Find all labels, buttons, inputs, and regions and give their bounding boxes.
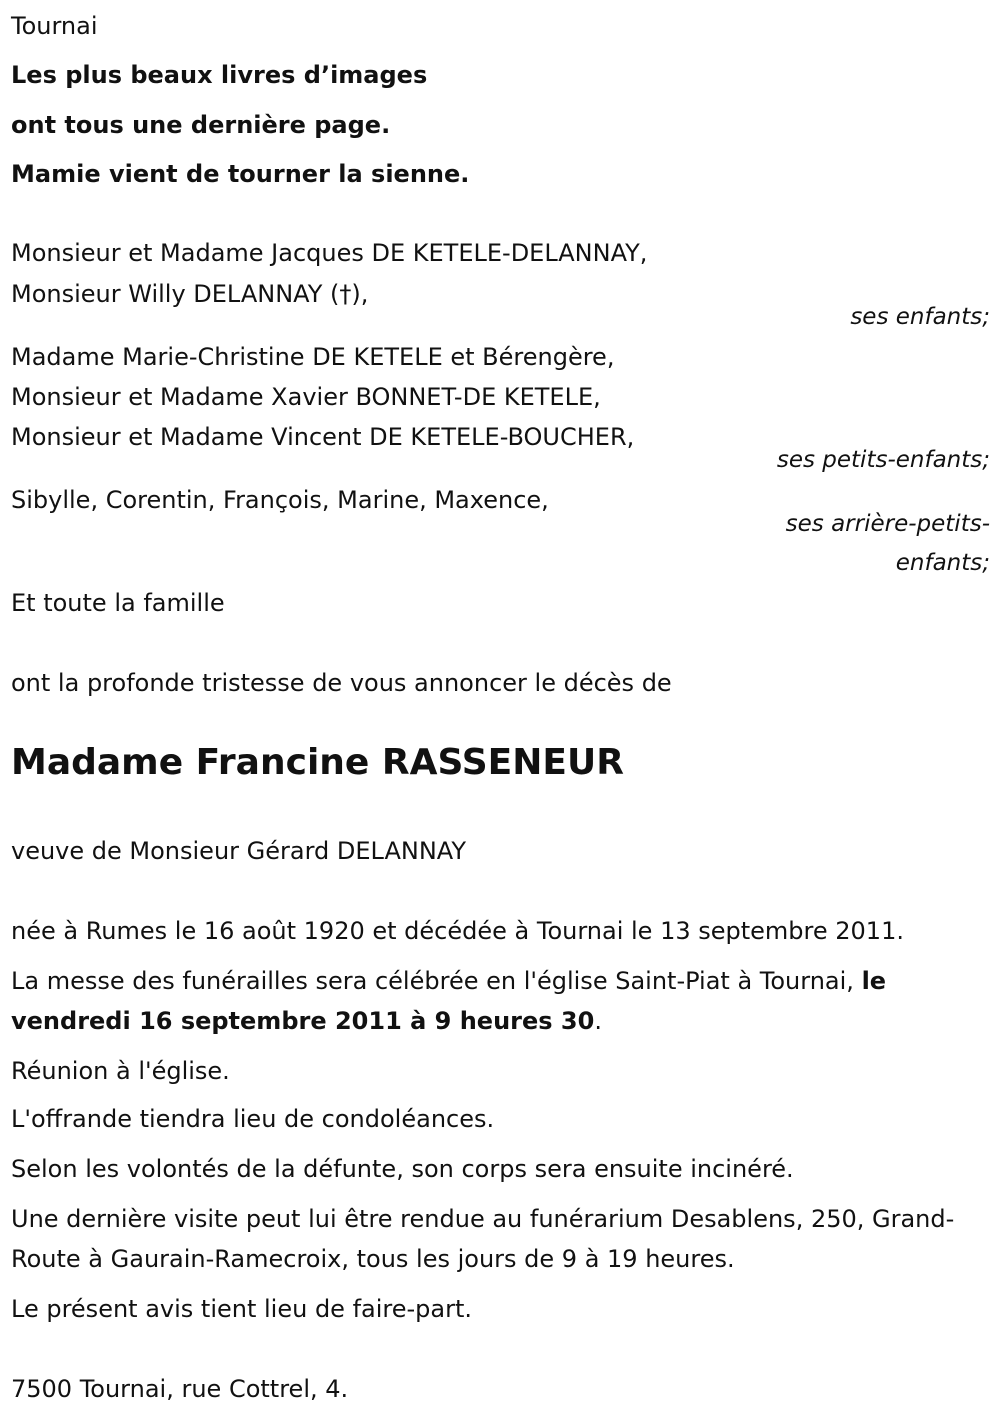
address-line: 7500 Tournai, rue Cottrel, 4. [11,1375,349,1403]
child-line-1: Monsieur et Madame Jacques DE KETELE-DELANNAY, [11,239,648,267]
grandchildren-label: ses petits-enfants; [776,447,990,473]
great-grandchildren-line: Sibylle, Corentin, François, Marine, Maxence, [11,486,549,514]
poem-line-3: Mamie vient de tourner la sienne. [11,160,470,188]
announcement-intro: ont la profonde tristesse de vous annoncer le décès de [11,669,672,697]
notice-line: Le présent avis tient lieu de faire-part. [11,1295,473,1323]
rest-of-family: Et toute la famille [11,589,225,617]
grandchild-line-1: Madame Marie-Christine DE KETELE et Bérengère, [11,343,615,371]
mass-date: le vendredi 16 septembre 2011 à 9 heures 30 [11,967,887,1035]
great-grandchildren-label-2: enfants; [895,550,990,576]
meeting-line: Réunion à l'église. [11,1057,230,1085]
mass-paragraph [11,961,986,1041]
child-line-2: Monsieur Willy DELANNAY (†), [11,280,369,308]
city-header: Tournai [11,12,98,40]
visit-paragraph: Une dernière visite peut lui être rendue au funérarium Desablens, 250, Grand-Route à Gaurain-Ramecroix, tous les jours de 9 à 19 heures. [11,1205,955,1273]
children-label: ses enfants; [850,304,990,330]
great-grandchildren-label-1: ses arrière-petits- [785,511,990,537]
offering-line: L'offrande tiendra lieu de condoléances. [11,1105,495,1133]
mass-end: . [594,1007,602,1035]
poem-line-2: ont tous une dernière page. [11,111,391,139]
poem-line-1: Les plus beaux livres d’images [11,61,428,89]
grandchild-line-2: Monsieur et Madame Xavier BONNET-DE KETELE, [11,383,601,411]
deceased-name: Madame Francine RASSENEUR [11,742,624,783]
mass-text: La messe des funérailles sera célébrée en l'église Saint-Piat à Tournai, [11,967,862,995]
birth-death-line: née à Rumes le 16 août 1920 et décédée à Tournai le 13 septembre 2011. [11,917,904,945]
cremation-line: Selon les volontés de la défunte, son corps sera ensuite incinéré. [11,1155,794,1183]
widow-of: veuve de Monsieur Gérard DELANNAY [11,837,467,865]
grandchild-line-3: Monsieur et Madame Vincent DE KETELE-BOUCHER, [11,423,635,451]
